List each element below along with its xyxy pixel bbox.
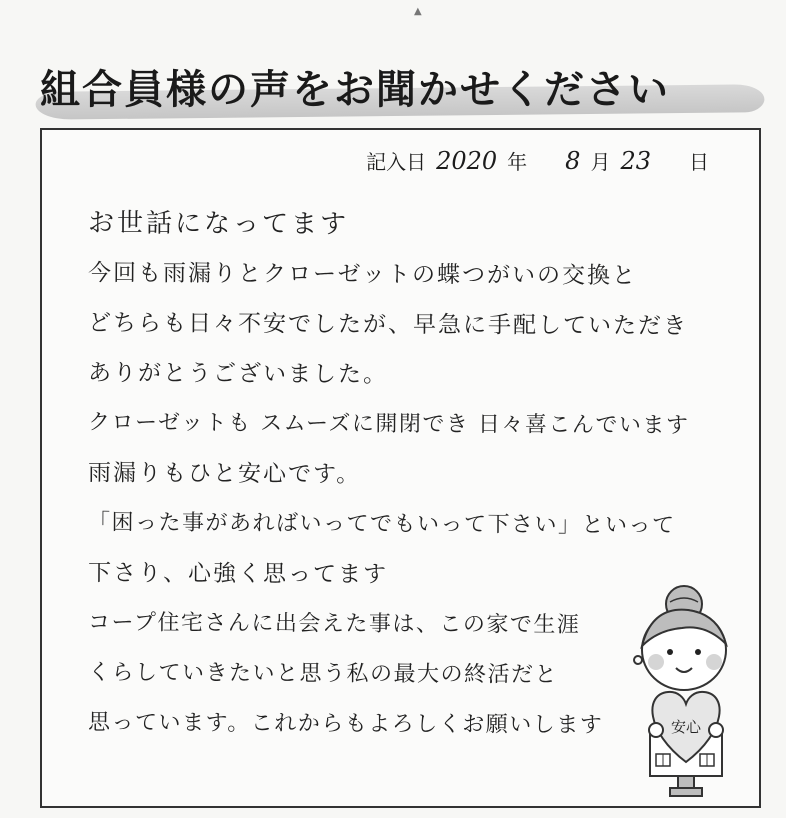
message-line: クローゼットも スムーズに開閉でき 日々喜こんでいます (87, 410, 690, 439)
message-line: 下さり、心強く思ってます (87, 560, 389, 588)
date-label: 記入日 (366, 150, 427, 174)
message-line: お世話になってます (87, 208, 350, 240)
message-line: くらしていきたいと思う私の最大の終活だと (87, 660, 559, 688)
date-day: 23 (620, 147, 651, 175)
woman-holding-heart-icon (626, 582, 756, 797)
feedback-card (40, 128, 761, 808)
date-day-unit: 日 (689, 150, 709, 174)
message-line: どちらも日々不安でしたが、早急に手配していただき (87, 310, 689, 340)
date-year: 2020 (436, 147, 498, 175)
date-month-unit: 月 (590, 150, 611, 174)
scan-mark: ▲ (414, 6, 422, 17)
message-line: ありがとうございました。 (87, 360, 389, 388)
date-year-unit: 年 (507, 150, 528, 174)
entry-date (366, 146, 709, 175)
header (30, 58, 765, 118)
message-line: 雨漏りもひと安心です。 (87, 460, 362, 488)
message-line: 今回も雨漏りとクローゼットの蝶つがいの交換と (87, 260, 638, 290)
date-month: 8 (565, 147, 581, 175)
message-line: 思っています。これからもよろしくお願いします (87, 710, 604, 738)
heart-badge-text: 安心 (670, 718, 702, 736)
page-title: 組合員様の声をお聞かせください (40, 67, 670, 113)
message-line: 「困った事があればいってでもいって下さい」といって (87, 510, 676, 539)
message-line: コープ住宅さんに出会えた事は、この家で生涯 (87, 610, 581, 638)
